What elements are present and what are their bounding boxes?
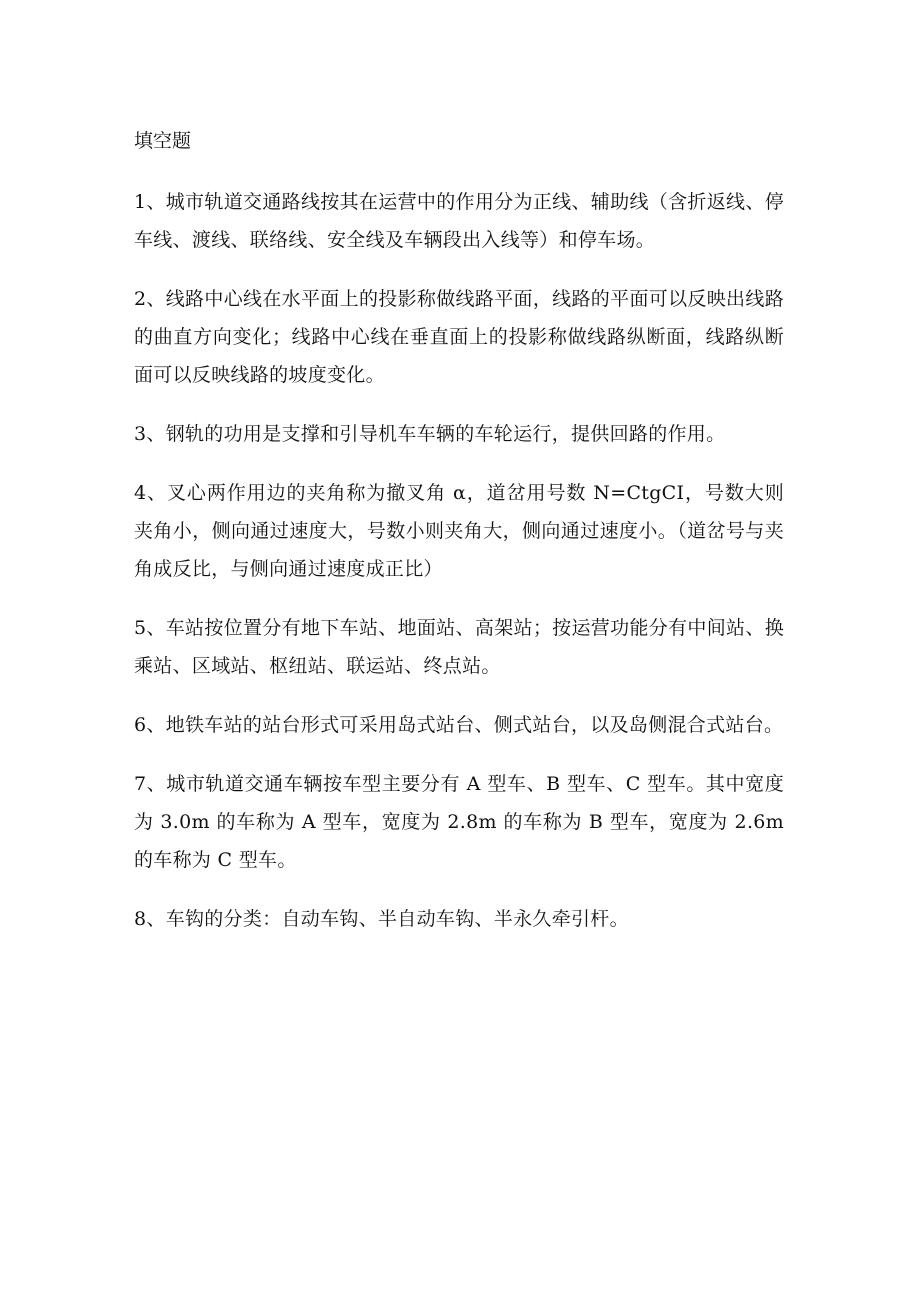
list-item: 4、叉心两作用边的夹角称为撤叉角 α，道岔用号数 N=CtgCI，号数大则夹角小，侧向通过速度大，号数小则夹角大，侧向通过速度小。（道岔号与夹角成反比，与侧向通过速度成正比） [134, 482, 784, 580]
list-item: 5、车站按位置分有地下车站、地面站、高架站；按运营功能分有中间站、换乘站、区域站、枢纽站、联运站、终点站。 [134, 617, 784, 677]
list-item: 7、城市轨道交通车辆按车型主要分有 A 型车、B 型车、C 型车。其中宽度为 3.0m 的车称为 A 型车，宽度为 2.8m 的车称为 B 型车，宽度为 2.6m 的车称为 C 型车。 [134, 773, 784, 871]
list-item: 1、城市轨道交通路线按其在运营中的作用分为正线、辅助线（含折返线、停车线、渡线、联络线、安全线及车辆段出入线等）和停车场。 [134, 191, 784, 251]
list-item: 2、线路中心线在水平面上的投影称做线路平面，线路的平面可以反映出线路的曲直方向变化；线路中心线在垂直面上的投影称做线路纵断面，线路纵断面可以反映线路的坡度变化。 [134, 288, 784, 386]
list-item: 3、钢轨的功用是支撑和引导机车车辆的车轮运行，提供回路的作用。 [134, 423, 726, 445]
page-title: 填空题 [134, 130, 192, 152]
question-list [134, 183, 784, 959]
list-item: 6、地铁车站的站台形式可采用岛式站台、侧式站台，以及岛侧混合式站台。 [134, 714, 784, 736]
list-item: 8、车钩的分类：自动车钩、半自动车钩、半永久牵引杆。 [134, 908, 629, 930]
